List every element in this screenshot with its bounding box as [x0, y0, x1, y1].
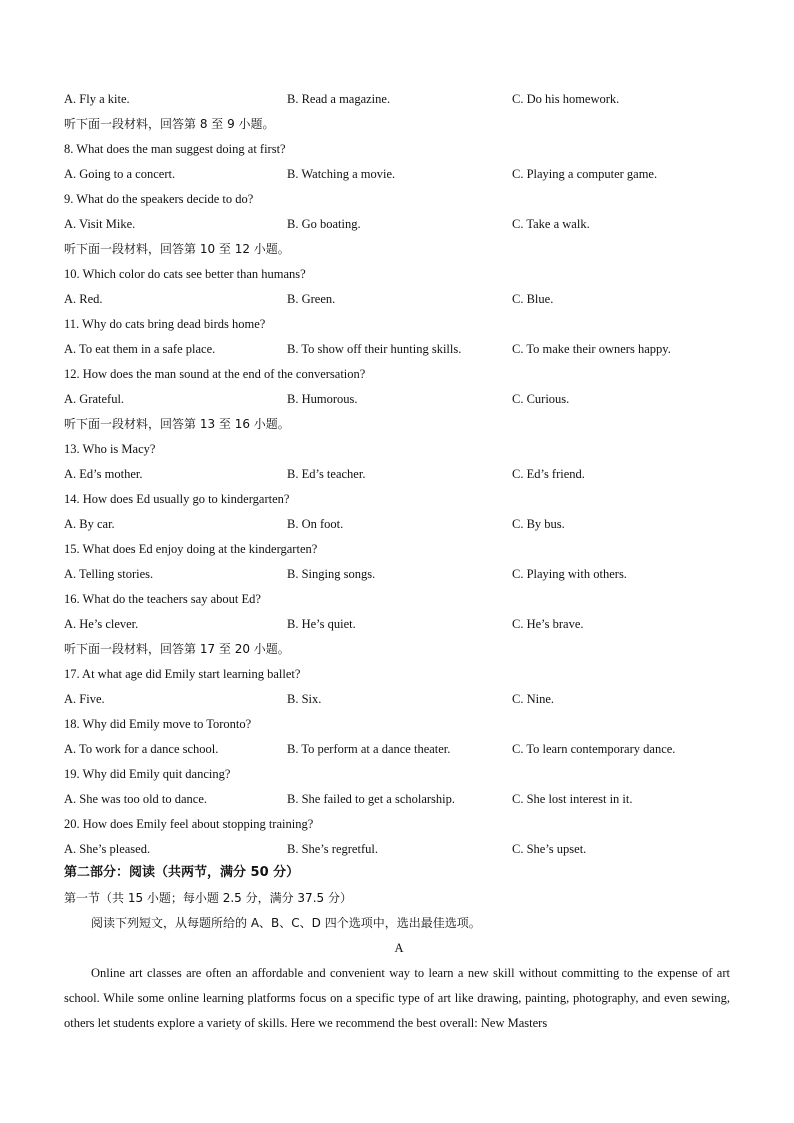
option-c: C. He’s brave.	[512, 617, 584, 631]
question-text: 16. What do the teachers say about Ed?	[64, 592, 261, 606]
answer-options-row	[64, 465, 734, 483]
option-b: B. Go boating.	[287, 217, 361, 231]
option-b: B. Six.	[287, 692, 322, 706]
option-a: A. Five.	[64, 692, 105, 706]
option-b: B. Read a magazine.	[287, 92, 391, 106]
option-c: C. She’s upset.	[512, 842, 587, 856]
listening-instruction: 听下面一段材料，回答第 8 至 9 小题。	[64, 117, 275, 131]
option-a: A. He’s clever.	[64, 617, 139, 631]
listening-instruction: 听下面一段材料，回答第 13 至 16 小题。	[64, 417, 290, 431]
answer-options-row	[64, 340, 734, 358]
question-text: 10. Which color do cats see better than humans?	[64, 267, 306, 281]
option-a: A. Fly a kite.	[64, 92, 130, 106]
option-b: B. Watching a movie.	[287, 167, 396, 181]
option-c: C. Take a walk.	[512, 217, 590, 231]
option-c: C. She lost interest in it.	[512, 792, 633, 806]
passage-label: A	[394, 941, 404, 955]
option-b: B. She failed to get a scholarship.	[287, 792, 456, 806]
option-a: A. To eat them in a safe place.	[64, 342, 216, 356]
listening-instruction: 听下面一段材料，回答第 10 至 12 小题。	[64, 242, 290, 256]
answer-options-row	[64, 615, 734, 633]
question-text: 19. Why did Emily quit dancing?	[64, 767, 231, 781]
answer-options-row	[64, 565, 734, 583]
option-b: B. To perform at a dance theater.	[287, 742, 451, 756]
option-c: C. Playing a computer game.	[512, 167, 658, 181]
answer-options-row	[64, 390, 734, 408]
answer-options-row	[64, 90, 734, 108]
question-text: 13. Who is Macy?	[64, 442, 156, 456]
question-text: 11. Why do cats bring dead birds home?	[64, 317, 266, 331]
option-a: A. To work for a dance school.	[64, 742, 219, 756]
passage-a-text: Online art classes are often an affordable and convenient way to learn a new skill without committing to the expense of art school. While some online learning platforms focus on a specific type of art like drawing, painting, photography, and even sewing, others let students explore a variety of skills. Here we recommend the best overall: New Masters	[64, 966, 730, 1030]
option-c: C. To make their owners happy.	[512, 342, 671, 356]
question-text: 12. How does the man sound at the end of the conversation?	[64, 367, 366, 381]
section1-header: 第一节（共 15 小题；每小题 2.5 分，满分 37.5 分）	[64, 891, 352, 905]
question-text: 8. What does the man suggest doing at first?	[64, 142, 286, 156]
option-a: A. Grateful.	[64, 392, 125, 406]
option-a: A. Telling stories.	[64, 567, 154, 581]
option-b: B. Ed’s teacher.	[287, 467, 366, 481]
option-c: C. By bus.	[512, 517, 565, 531]
question-text: 9. What do the speakers decide to do?	[64, 192, 254, 206]
option-c: C. Blue.	[512, 292, 554, 306]
option-b: B. To show off their hunting skills.	[287, 342, 462, 356]
part2-title: 第二部分：阅读（共两节，满分 50 分）	[64, 865, 300, 880]
question-text: 17. At what age did Emily start learning ballet?	[64, 667, 301, 681]
answer-options-row	[64, 290, 734, 308]
answer-options-row	[64, 790, 734, 808]
option-b: B. Green.	[287, 292, 336, 306]
option-a: A. By car.	[64, 517, 115, 531]
answer-options-row	[64, 515, 734, 533]
answer-options-row	[64, 840, 734, 858]
option-b: B. Singing songs.	[287, 567, 376, 581]
option-c: C. Ed’s friend.	[512, 467, 585, 481]
answer-options-row	[64, 215, 734, 233]
option-a: A. Ed’s mother.	[64, 467, 143, 481]
answer-options-row	[64, 690, 734, 708]
reading-instruction: 阅读下列短文，从每题所给的 A、B、C、D 四个选项中，选出最佳选项。	[91, 916, 481, 930]
option-c: C. Do his homework.	[512, 92, 620, 106]
option-b: B. On foot.	[287, 517, 344, 531]
answer-options-row	[64, 165, 734, 183]
option-c: C. Nine.	[512, 692, 555, 706]
option-a: A. Visit Mike.	[64, 217, 136, 231]
option-c: C. To learn contemporary dance.	[512, 742, 676, 756]
question-text: 18. Why did Emily move to Toronto?	[64, 717, 252, 731]
question-text: 15. What does Ed enjoy doing at the kindergarten?	[64, 542, 318, 556]
question-text: 20. How does Emily feel about stopping training?	[64, 817, 314, 831]
option-a: A. Going to a concert.	[64, 167, 176, 181]
option-a: A. She was too old to dance.	[64, 792, 208, 806]
listening-instruction: 听下面一段材料，回答第 17 至 20 小题。	[64, 642, 290, 656]
question-text: 14. How does Ed usually go to kindergarten?	[64, 492, 290, 506]
option-c: C. Curious.	[512, 392, 570, 406]
option-b: B. He’s quiet.	[287, 617, 356, 631]
option-a: A. She’s pleased.	[64, 842, 151, 856]
option-c: C. Playing with others.	[512, 567, 627, 581]
option-b: B. Humorous.	[287, 392, 358, 406]
option-a: A. Red.	[64, 292, 103, 306]
answer-options-row	[64, 740, 734, 758]
option-b: B. She’s regretful.	[287, 842, 378, 856]
